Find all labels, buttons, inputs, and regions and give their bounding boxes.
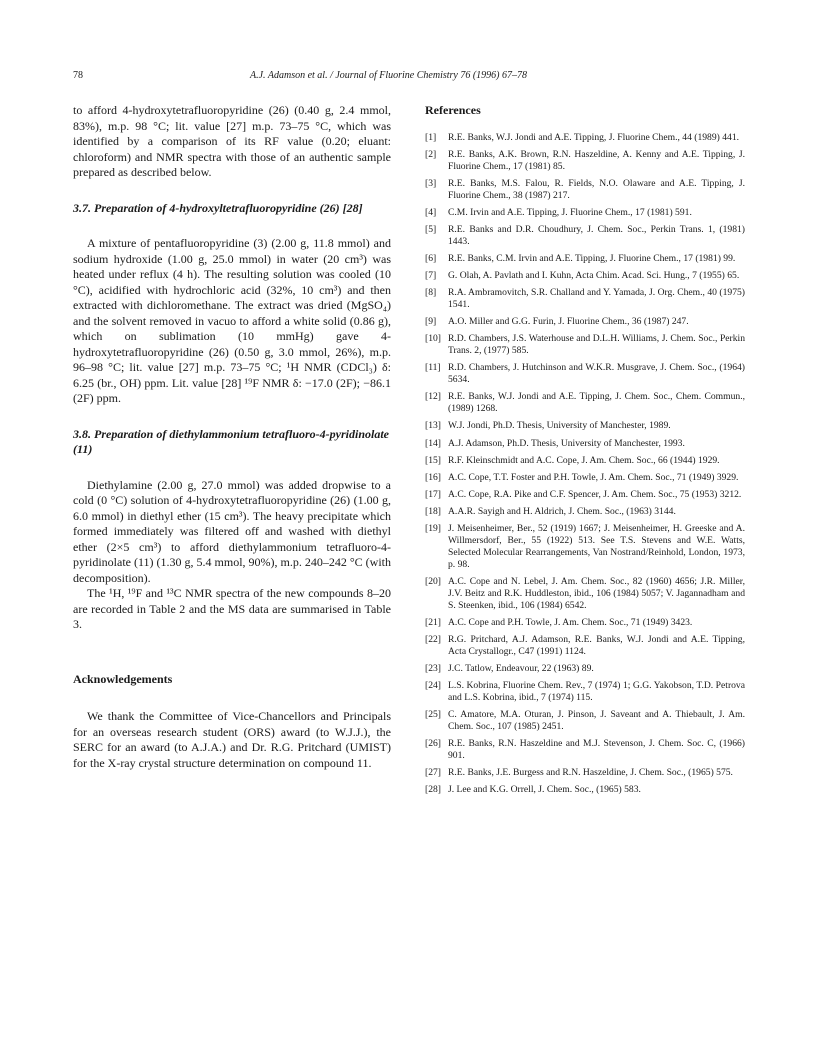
reference-item [425, 287, 745, 311]
reference-item [425, 178, 745, 202]
reference-number: [6] [425, 253, 437, 265]
reference-item [425, 663, 745, 675]
reference-number: [22] [425, 633, 441, 645]
reference-text: J. Lee and K.G. Orrell, J. Chem. Soc., (1965) 583. [448, 784, 641, 796]
acknowledgements-heading: Acknowledgements [73, 671, 173, 686]
reference-item [425, 207, 745, 219]
reference-item [425, 617, 745, 629]
reference-item [425, 738, 745, 762]
reference-text: A.C. Cope and N. Lebel, J. Am. Chem. Soc., 82 (1960) 4656; J.R. Miller, J.V. Beitz and R.K. Huddleston, ibid., 106 (1984) 5057; V. Jagannadham and S. Steenken, ibid., 106 (1984) 6542. [448, 575, 745, 611]
reference-text: R.E. Banks, W.J. Jondi and A.E. Tipping, J. Chem. Soc., Chem. Commun., (1989) 1268. [448, 391, 745, 415]
reference-item [425, 391, 745, 415]
acknowledgements-text: We thank the Committee of Vice-Chancellors and Principals for an overseas research student (ORS) award (to W.J.J.), the SERC for an award (to A.J.A.) and Dr. R.G. Pritchard (UMIST) for the X-ray crystal structure determination on compound 11. [73, 709, 391, 770]
reference-number: [20] [425, 575, 441, 587]
reference-item [425, 333, 745, 357]
reference-item [425, 270, 745, 282]
reference-number: [16] [425, 471, 441, 483]
reference-item [425, 253, 745, 265]
paragraph-section-3-7: A mixture of pentafluoropyridine (3) (2.00 g, 11.8 mmol) and sodium hydroxide (1.00 g, 25.0 mmol) in water (20 cm³) was heated under reflux (4 h). The resulting solution was cooled (10 °C), acidified with hydrochloric acid (32%, 10 cm³) and then extracted with dichloromethane. The extract was dried (MgSO₄) and the solvent removed in vacuo to afford a white solid (0.86 g), which on sublimation (10 mmHg) gave 4-hydroxytetrafluoropyridine (26) (0.50 g, 3.0 mmol, 26%), m.p. 96–98 °C; lit. value [27] m.p. 73–75 °C; ¹H NMR (CDCl₃) δ: 6.25 (br., OH) ppm. Lit. value [28] ¹⁹F NMR δ: −17.0 (2F); −86.1 (2F) ppm. [73, 236, 391, 405]
reference-item [425, 523, 745, 571]
reference-item [425, 767, 745, 779]
reference-text: R.E. Banks, R.N. Haszeldine and M.J. Stevenson, J. Chem. Soc. C, (1966) 901. [448, 737, 745, 761]
reference-text: R.A. Ambramovitch, S.R. Challand and Y. Yamada, J. Org. Chem., 40 (1975) 1541. [448, 287, 745, 311]
reference-text: J.C. Tatlow, Endeavour, 22 (1963) 89. [448, 662, 594, 674]
reference-text: C. Amatore, M.A. Oturan, J. Pinson, J. Saveant and A. Thiebault, J. Am. Chem. Soc., 107 (1985) 2451. [448, 708, 745, 732]
reference-text: A.C. Cope, R.A. Pike and C.F. Spencer, J. Am. Chem. Soc., 75 (1953) 3212. [448, 488, 742, 500]
reference-item [425, 455, 745, 467]
reference-item [425, 576, 745, 612]
reference-text: J. Meisenheimer, Ber., 52 (1919) 1667; J. Meisenheimer, H. Greeske and A. Willmersdorf, Ber., 55 (1922) 513. See T.S. Stevens and W.E. Watts, Selected Molecular Rearrangements, Van Nostrand/Reinhold, London, 1973, p. 98. [448, 523, 745, 570]
reference-item [425, 634, 745, 658]
reference-number: [18] [425, 505, 441, 517]
running-head: A.J. Adamson et al. / Journal of Fluorine Chemistry 76 (1996) 67–78 [250, 70, 528, 81]
reference-number: [11] [425, 362, 441, 374]
reference-text: R.D. Chambers, J.S. Waterhouse and D.L.H. Williams, J. Chem. Soc., Perkin Trans. 2, (1977) 585. [448, 333, 745, 357]
reference-item [425, 132, 745, 144]
reference-text: A.J. Adamson, Ph.D. Thesis, University of Manchester, 1993. [448, 437, 685, 449]
reference-number: [10] [425, 333, 441, 345]
reference-text: L.S. Kobrina, Fluorine Chem. Rev., 7 (1974) 1; G.G. Yakobson, T.D. Petrova and L.S. Kobrina, ibid., 7 (1974) 115. [448, 679, 745, 703]
reference-item [425, 420, 745, 432]
reference-number: [15] [425, 454, 441, 466]
reference-item [425, 680, 745, 704]
reference-item [425, 472, 745, 484]
reference-number: [3] [425, 178, 437, 190]
reference-number: [2] [425, 149, 437, 161]
reference-item [425, 784, 745, 796]
body-column-left [73, 103, 391, 771]
reference-number: [21] [425, 616, 441, 628]
reference-number: [5] [425, 224, 437, 236]
reference-item [425, 438, 745, 450]
reference-text: C.M. Irvin and A.E. Tipping, J. Fluorine Chem., 17 (1981) 591. [448, 207, 692, 219]
reference-text: R.E. Banks, A.K. Brown, R.N. Haszeldine, A. Kenny and A.E. Tipping, J. Fluorine Chem., 17 (1981) 85. [448, 149, 745, 172]
reference-item [425, 489, 745, 501]
reference-item [425, 316, 745, 328]
reference-text: R.E. Banks, J.E. Burgess and R.N. Haszeldine, J. Chem. Soc., (1965) 575. [448, 766, 733, 778]
reference-number: [23] [425, 662, 441, 674]
reference-text: R.E. Banks and D.R. Choudhury, J. Chem. Soc., Perkin Trans. 1, (1981) 1443. [448, 224, 745, 248]
reference-number: [26] [425, 737, 441, 749]
section-heading-3-7: 3.7. Preparation of 4-hydroxyltetrafluoropyridine (26) [28] [73, 200, 363, 215]
paragraph-section-3-8: Diethylamine (2.00 g, 27.0 mmol) was added dropwise to a cold (0 °C) solution of 4-hydroxytetrafluoropyridine (26) (1.00 g, 6.0 mmol) in diethyl ether (15 cm³). The heavy precipitate which formed immediately was filtered off and washed with diethyl ether (2×5 cm³) to afford diethylammonium tetrafluoro-4-pyridinolate (11) (1.30 g, 5.4 mmol, 90%), m.p. 240–242 °C (with decomposition). [73, 477, 391, 585]
reference-number: [13] [425, 420, 441, 432]
reference-number: [8] [425, 287, 437, 299]
reference-number: [9] [425, 316, 437, 328]
section-heading-3-8: 3.8. Preparation of diethylammonium tetrafluoro-4-pyridinolate (11) [73, 426, 390, 456]
reference-item [425, 362, 745, 386]
reference-number: [19] [425, 523, 441, 535]
references-list [425, 132, 745, 796]
reference-number: [17] [425, 488, 441, 500]
reference-number: [4] [425, 207, 437, 219]
reference-number: [7] [425, 270, 437, 282]
reference-text: W.J. Jondi, Ph.D. Thesis, University of Manchester, 1989. [448, 420, 671, 432]
reference-text: R.E. Banks, C.M. Irvin and A.E. Tipping, J. Fluorine Chem., 17 (1981) 99. [448, 253, 736, 265]
reference-number: [28] [425, 784, 441, 796]
references-heading: References [425, 103, 481, 117]
reference-text: R.E. Banks, M.S. Falou, R. Fields, N.O. Olaware and A.E. Tipping, J. Fluorine Chem., 38 (1987) 217. [448, 178, 745, 201]
references-column [425, 103, 745, 801]
reference-text: A.C. Cope and P.H. Towle, J. Am. Chem. Soc., 71 (1949) 3423. [448, 616, 693, 628]
paragraph-nmr-summary: The ¹H, ¹⁹F and ¹³C NMR spectra of the new compounds 8–20 are recorded in Table 2 and the MS data are summarised in Table 3. [73, 586, 391, 631]
page-number: 78 [73, 70, 83, 81]
reference-text: R.E. Banks, W.J. Jondi and A.E. Tipping, J. Fluorine Chem., 44 (1989) 441. [448, 132, 740, 143]
reference-text: R.F. Kleinschmidt and A.C. Cope, J. Am. Chem. Soc., 66 (1944) 1929. [448, 454, 720, 466]
reference-text: A.A.R. Sayigh and H. Aldrich, J. Chem. Soc., (1963) 3144. [448, 505, 676, 517]
reference-text: A.C. Cope, T.T. Foster and P.H. Towle, J. Am. Chem. Soc., 71 (1949) 3929. [448, 471, 739, 483]
reference-number: [14] [425, 437, 441, 449]
reference-text: R.G. Pritchard, A.J. Adamson, R.E. Banks, W.J. Jondi and A.E. Tipping, Acta Crystallogr., C47 (1991) 1124. [448, 633, 745, 657]
reference-item [425, 224, 745, 248]
reference-text: G. Olah, A. Pavlath and I. Kuhn, Acta Chim. Acad. Sci. Hung., 7 (1955) 65. [448, 270, 740, 282]
paragraph-continuation: to afford 4-hydroxytetrafluoropyridine (26) (0.40 g, 2.4 mmol, 83%), m.p. 98 °C; lit. value [27] m.p. 73–75 °C, which was identified by a comparison of its RF value (0.20; eluant: chloroform) and NMR spectra with those of an authentic sample prepared as described below. [73, 103, 391, 179]
reference-number: [25] [425, 708, 441, 720]
reference-item [425, 149, 745, 173]
reference-item [425, 506, 745, 518]
reference-text: A.O. Miller and G.G. Furin, J. Fluorine Chem., 36 (1987) 247. [448, 316, 689, 328]
reference-number: [24] [425, 679, 441, 691]
reference-number: [1] [425, 132, 437, 143]
reference-item [425, 709, 745, 733]
reference-number: [27] [425, 766, 441, 778]
reference-text: R.D. Chambers, J. Hutchinson and W.K.R. Musgrave, J. Chem. Soc., (1964) 5634. [448, 362, 745, 386]
reference-number: [12] [425, 391, 441, 403]
